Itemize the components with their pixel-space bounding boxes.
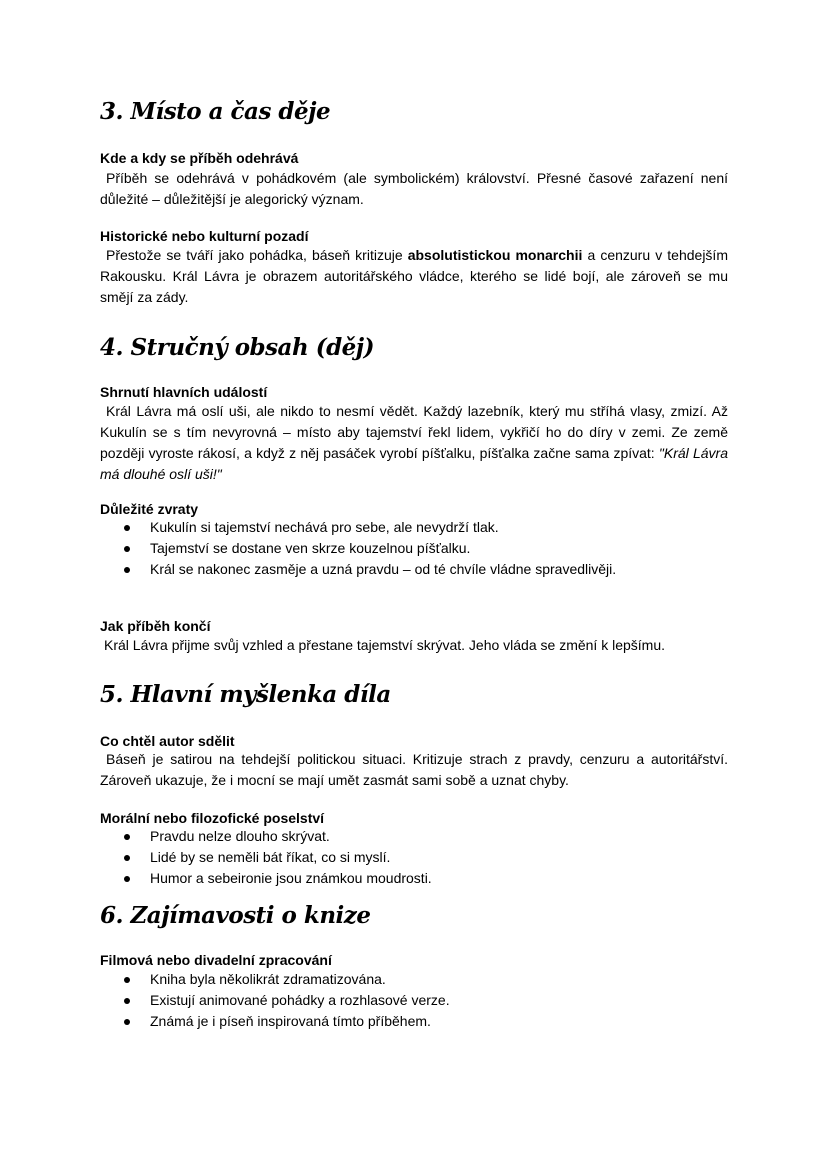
paragraph-when-where [100, 168, 728, 210]
list-item [100, 517, 616, 538]
list-item-text: Pravdu nelze dlouho skrývat. [150, 828, 330, 844]
list-item-text: Známá je i píseň inspirovaná tímto příběhem. [150, 1013, 431, 1029]
list-item [100, 990, 450, 1011]
paragraph-quote: "Král Lávra má dlouhé oslí uši!" [100, 445, 729, 482]
list-item [100, 538, 616, 559]
list-item-text: Král se nakonec zasměje a uzná pravdu – od té chvíle vládne spravedlivěji. [150, 561, 617, 577]
paragraph-summary [100, 401, 728, 485]
paragraph-background [100, 245, 728, 308]
paragraph-text-a: Přestože se tváří jako pohádka, báseň kritizuje [106, 247, 408, 263]
list-item [100, 559, 616, 580]
section-heading-5: 5. Hlavní myšlenka díla [100, 681, 391, 708]
subheading-ending: Jak příběh končí [100, 618, 211, 634]
subheading-when-where: Kde a kdy se příběh odehrává [100, 150, 299, 166]
subheading-background: Historické nebo kulturní pozadí [100, 228, 309, 244]
list-item-text: Tajemství se dostane ven skrze kouzelnou píšťalku. [150, 540, 471, 556]
list-item [100, 868, 432, 889]
section-heading-3: 3. Místo a čas děje [100, 98, 331, 125]
subheading-moral: Morální nebo filozofické poselství [100, 810, 325, 826]
paragraph-text-bold: absolutistickou monarchii [407, 247, 583, 263]
subheading-message: Co chtěl autor sdělit [100, 733, 235, 749]
subheading-adaptations: Filmová nebo divadelní zpracování [100, 952, 332, 968]
subheading-turns: Důležité zvraty [100, 501, 199, 517]
bullet-icon [124, 834, 130, 840]
paragraph-ending [100, 635, 728, 656]
paragraph-message [100, 749, 728, 791]
list-item-text: Humor a sebeironie jsou známkou moudrosti. [150, 870, 432, 886]
section-heading-6: 6. Zajímavosti o knize [100, 902, 371, 929]
bullet-icon [124, 855, 130, 861]
bullet-icon [124, 876, 130, 882]
bullet-icon [124, 977, 130, 983]
list-item [100, 826, 432, 847]
list-item [100, 969, 450, 990]
bullet-icon [124, 998, 130, 1004]
list-item-text: Lidé by se neměli bát říkat, co si myslí. [150, 849, 391, 865]
bullet-icon [124, 1019, 130, 1025]
bullet-icon [124, 546, 130, 552]
bullet-icon [124, 567, 130, 573]
section-heading-4: 4. Stručný obsah (děj) [100, 334, 374, 361]
bullet-list-moral [100, 826, 432, 889]
bullet-list-turns [100, 517, 616, 580]
bullet-icon [124, 525, 130, 531]
paragraph-text: Král Lávra přijme svůj vzhled a přestane tajemství skrývat. Jeho vláda se změní k lepšímu. [104, 637, 666, 653]
paragraph-text-a: Král Lávra má oslí uši, ale nikdo to nesmí vědět. Každý lazebník, který mu stříhá vlasy, zmizí. Až Kukulín se s tím nevyrovná – místo aby tajemství řekl lidem, vykřičí ho do díry v zemi. Ze země později vyroste rákosí, a když z něj pasáček vyrobí píšťalku, píšťalka začne sama zpívat: [100, 403, 728, 461]
paragraph-text-b: a cenzuru v tehdejším Rakousku. Král Lávra je obrazem autoritářského vládce, kterého se lidé bojí, ale zároveň se mu smějí za zády. [100, 247, 728, 305]
list-item [100, 1011, 450, 1032]
list-item-text: Kukulín si tajemství nechává pro sebe, ale nevydrží tlak. [150, 519, 499, 535]
paragraph-text: Příběh se odehrává v pohádkovém (ale symbolickém) království. Přesné časové zařazení není důležité – důležitější je alegorický význam. [100, 170, 728, 207]
subheading-summary: Shrnutí hlavních událostí [100, 384, 268, 400]
list-item-text: Existují animované pohádky a rozhlasové verze. [150, 992, 450, 1008]
bullet-list-adaptations [100, 969, 450, 1032]
list-item [100, 847, 432, 868]
paragraph-text: Báseň je satirou na tehdejší politickou situaci. Kritizuje strach z pravdy, cenzuru a autoritářství. Zároveň ukazuje, že i mocní se mají umět zasmát sami sobě a uznat chyby. [100, 751, 728, 788]
list-item-text: Kniha byla několikrát zdramatizována. [150, 971, 386, 987]
